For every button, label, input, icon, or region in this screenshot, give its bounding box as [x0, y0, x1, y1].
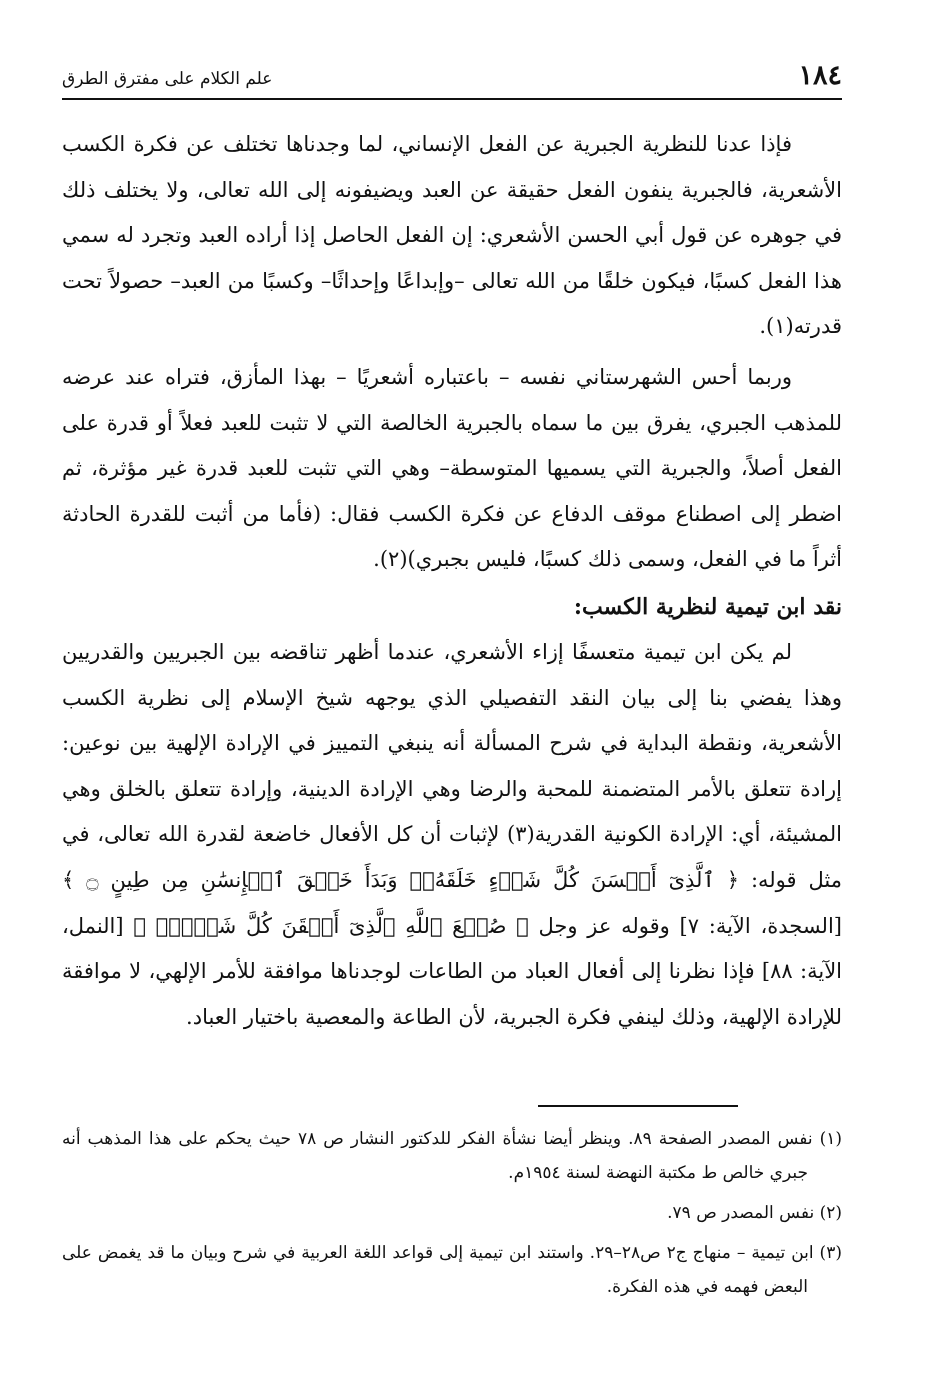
- footnote-rule: [538, 1105, 738, 1107]
- paragraph-3: لم يكن ابن تيمية متعسفًا إزاء الأشعري، عندما أظهر تناقضه بين الجبريين والقدريين وهذا يفضي بنا إلى بيان النقد التفصيلي الذي يوجهه شيخ الإسلام إلى نظرية الكسب الأشعرية، ونقطة البداية في شرح المسألة أنه ينبغي التمييز في الإرادة الإلهية بين نوعين: إرادة تتعلق بالأمر المتضمنة للمحبة والرضا وهي الإرادة الدينية، وإرادة تتعلق بالخلق وهي المشيئة، أي: الإرادة الكونية القدرية(٣) لإثبات أن كل الأفعال خاضعة لقدرة الله تعالى، في مثل قوله: ﴿ ٱلَّذِىٓ أَحۡسَنَ كُلَّ شَىۡءٍ خَلَقَهُۥۖ وَبَدَأَ خَلۡقَ ٱلۡإِنسَٰنِ مِن طِينٍ ۝ ﴾ [السجدة، الآية: ٧] وقوله عز وجل ﴿ صُنۡعَ ٱللَّهِ ٱلَّذِىٓ أَتۡقَنَ كُلَّ شَىۡءٍۚ ﴾ [النمل، الآية: ٨٨] فإذا نظرنا إلى أفعال العباد من الطاعات لوجدناها موافقة للأمر الإلهي، لا موافقة للإرادة الإلهية، وذلك لينفي فكرة الجبرية، لأن الطاعة والمعصية باختيار العباد.: [62, 639, 842, 1029]
- footnote-1: (١) نفس المصدر الصفحة ٨٩. وينظر أيضا نشأة الفكر للدكتور النشار ص ٧٨ حيث يحكم على هذا المذهب أنه جبري خالص ط مكتبة النهضة لسنة ١٩٥٤م.: [62, 1129, 842, 1183]
- footnotes: [62, 1122, 842, 1310]
- footnote-3: (٣) ابن تيمية – منهاج ج٢ ص٢٨–٢٩. واستند ابن تيمية إلى قواعد اللغة العربية في شرح وبيان ما قد يغمض على البعض فهمه في هذه الفكرة.: [62, 1243, 842, 1297]
- page-header: [62, 58, 842, 98]
- section-heading: نقد ابن تيمية لنظرية الكسب:: [573, 593, 842, 620]
- paragraph-1: فإذا عدنا للنظرية الجبرية عن الفعل الإنساني، لما وجدناها تختلف عن فكرة الكسب الأشعرية، فالجبرية ينفون الفعل حقيقة عن العبد ويضيفونه إلى الله تعالى، ولا يختلف ذلك في جوهره عن قول أبي الحسن الأشعري: إن الفعل الحاصل إذا أراده العبد وتجرد له سمي هذا الفعل كسبًا، فيكون خلقًا من الله تعالى –وإبداعًا وإحداثًا– وكسبًا من العبد– حصولاً تحت قدرته(١).: [62, 132, 842, 339]
- running-title: علم الكلام على مفترق الطرق: [62, 69, 273, 89]
- paragraph-2: وربما أحس الشهرستاني نفسه – باعتباره أشعريًا – بهذا المأزق، فتراه عند عرضه للمذهب الجبري، يفرق بين ما سماه بالجبرية الخالصة التي لا تثبت للعبد فعلاً أو قدرة على الفعل أصلاً، والجبرية التي يسميها المتوسطة– وهي التي تثبت للعبد قدرة غير مؤثرة، ثم اضطر إلى اصطناع موقف الدفاع عن فكرة الكسب فقال: (فأما من أثبت للقدرة الحادثة أثراً ما في الفعل، وسمى ذلك كسبًا، فليس بجبري)(٢).: [62, 364, 842, 572]
- header-rule: [62, 98, 842, 100]
- main-text: [62, 122, 842, 1040]
- page-number: ١٨٤: [798, 60, 842, 91]
- footnote-2: (٢) نفس المصدر ص ٧٩.: [667, 1203, 842, 1223]
